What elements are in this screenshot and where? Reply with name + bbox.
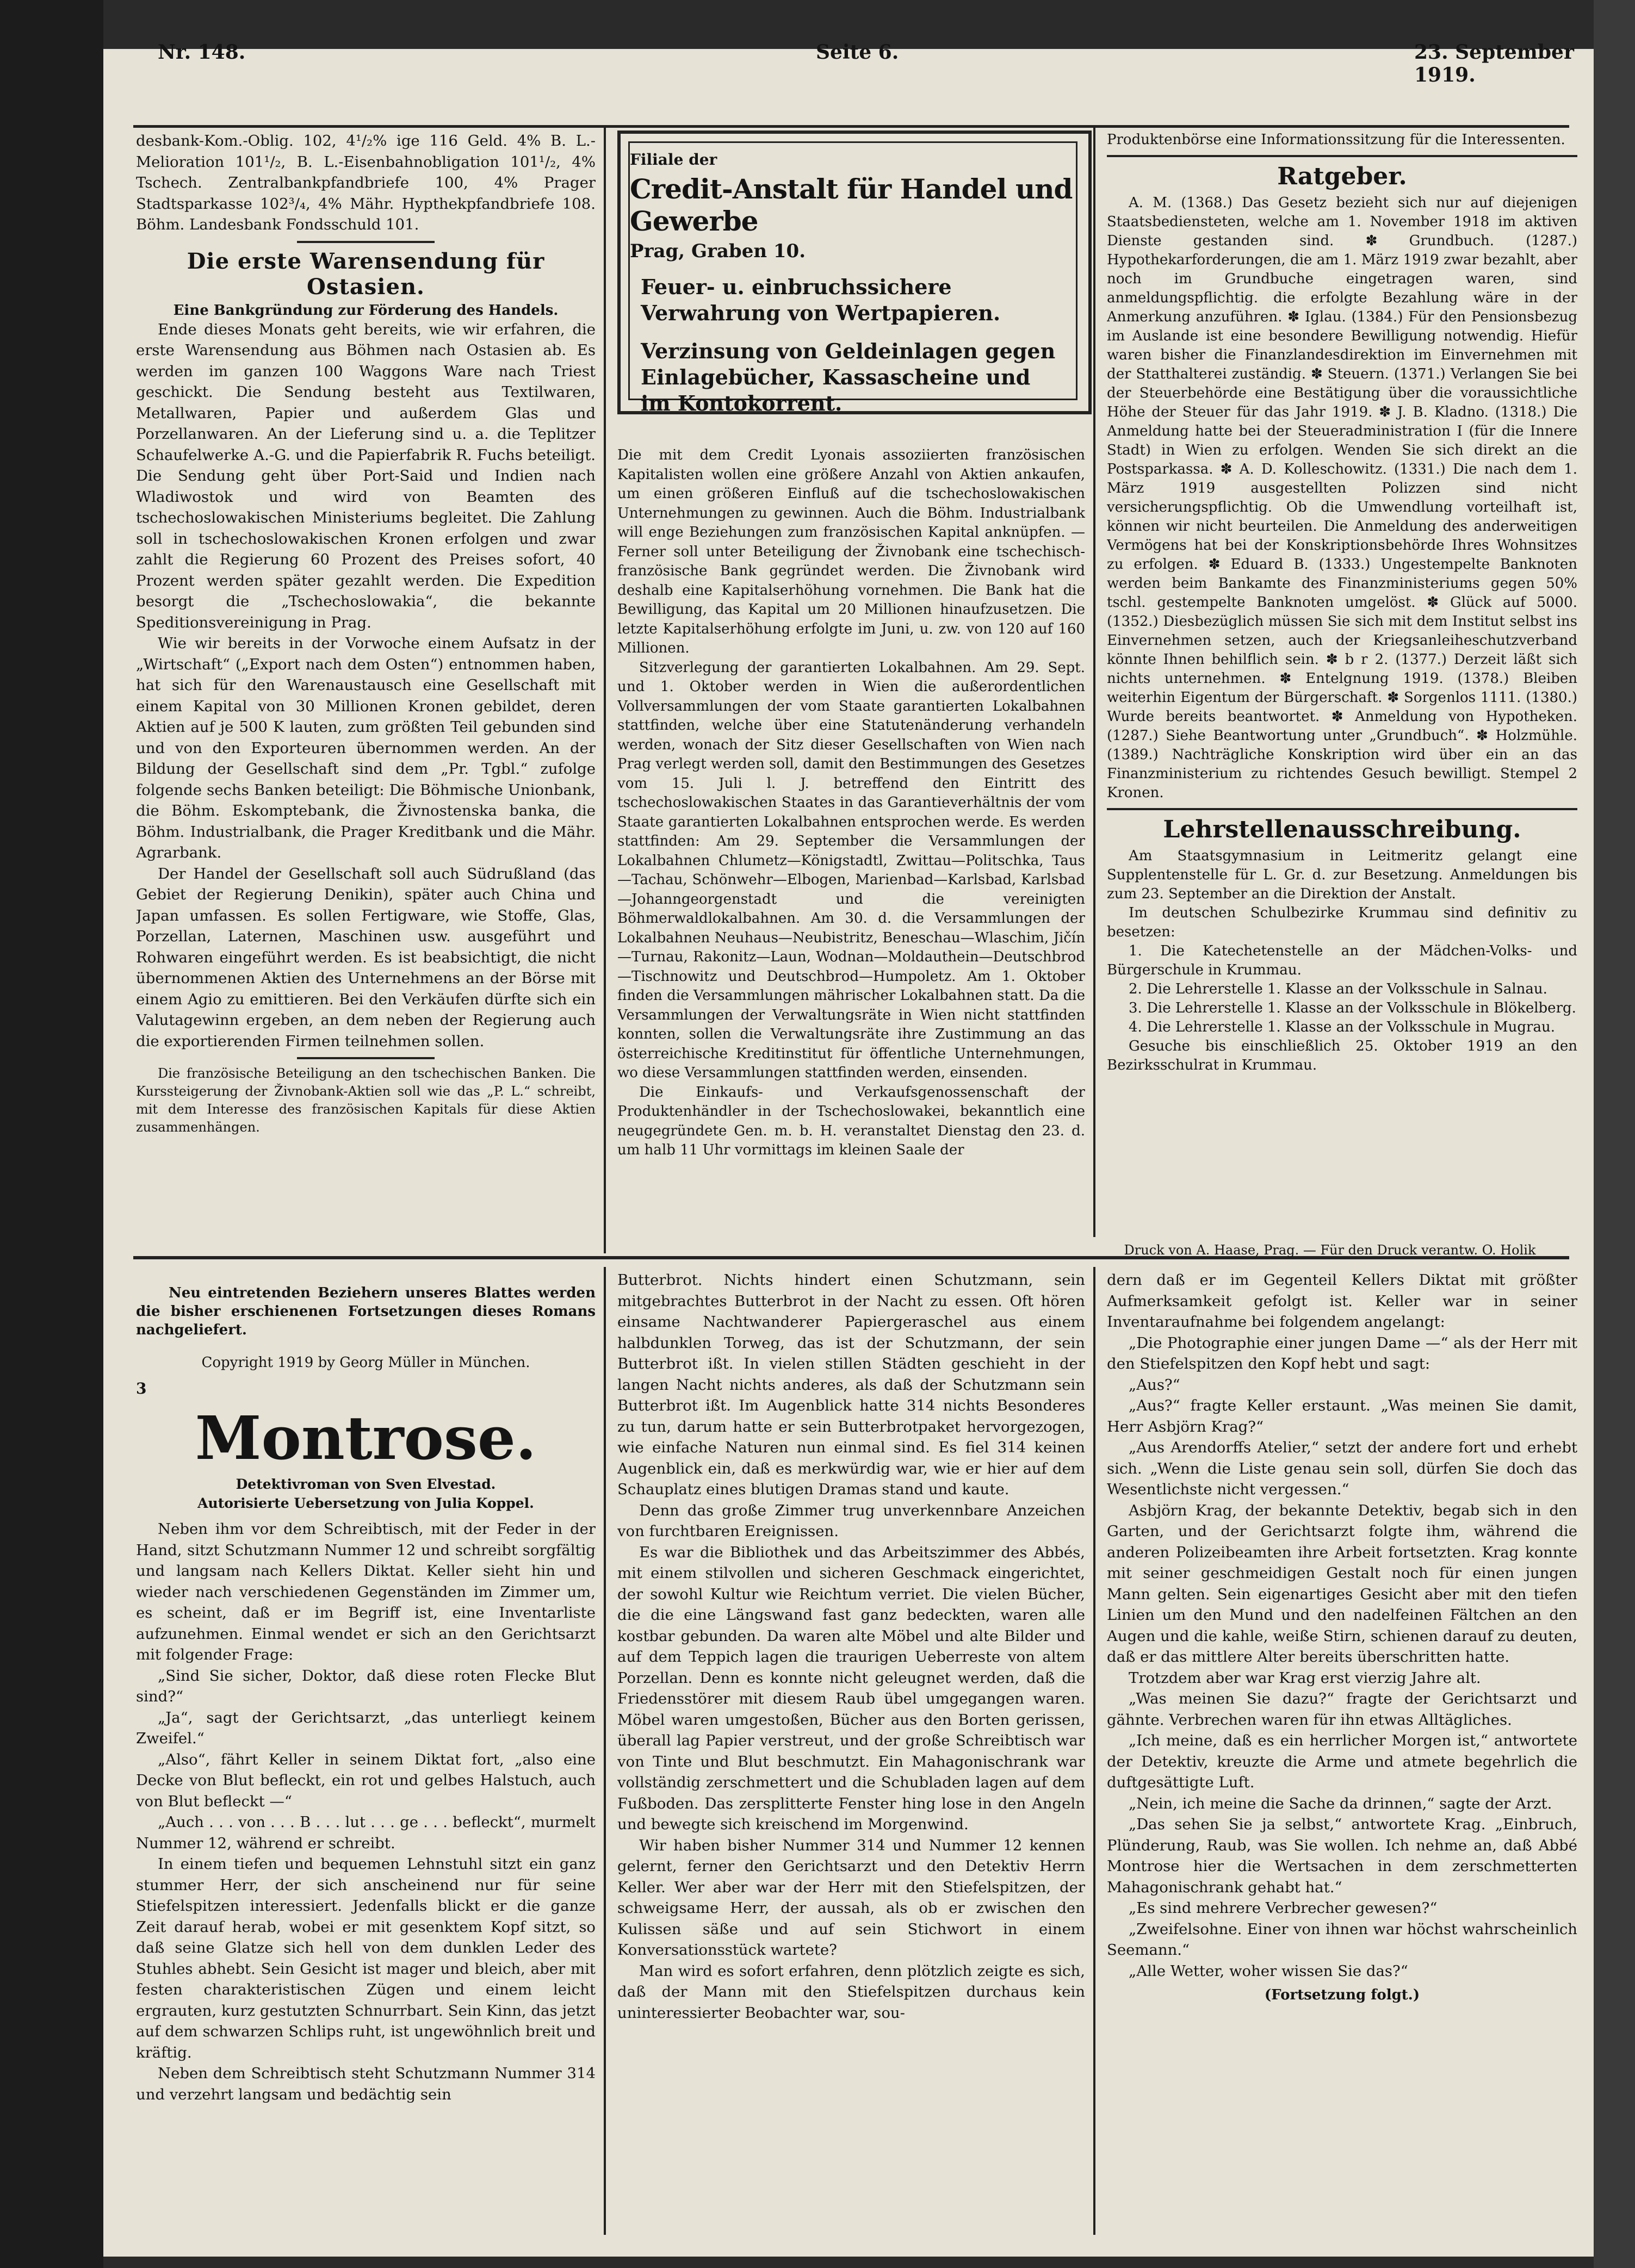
ad-branch-label: Filiale der — [630, 151, 717, 169]
novel-paragraph: „Es sind mehrere Verbrecher gewesen?“ — [1129, 1899, 1438, 1917]
novel-column-1 — [136, 1270, 596, 2238]
scan-right-margin — [1594, 0, 1635, 2268]
column-advice — [1107, 131, 1577, 1240]
ratgeber-heading: Ratgeber. — [1277, 163, 1407, 190]
novel-column-3 — [1107, 1270, 1577, 2238]
ad-address: Prag, Graben 10. — [630, 240, 806, 262]
printer-imprint: Druck von A. Haase, Prag. — Für den Druck verantw. O. Holik — [1124, 1242, 1536, 1258]
novel-paragraph: „Auch . . . von . . . B . . . lut . . . ge . . . befleckt“, murmelt Nummer 12, während er schreibt. — [136, 1813, 596, 1852]
novel-paragraph: „Zweifelsohne. Einer von ihnen war höchst wahrscheinlich Seemann.“ — [1107, 1920, 1577, 1959]
novel-paragraph: Neben ihm vor dem Schreibtisch, mit der Feder in der Hand, sitzt Schutzmann Nummer 12 und schreibt sorgfältig und langsam nach Kellers Diktat. Keller sieht hin und wieder nach verschiedenen Gegenständen im Zimmer um, es scheint, daß er im Begriff ist, eine Inventarliste aufzunehmen. Einmal wendet er sich an den Gerichtsarzt mit folgender Frage: — [136, 1520, 596, 1663]
divider — [297, 1057, 435, 1059]
novel-paragraph: dern daß er im Gegenteil Kellers Diktat mit größter Aufmerksamkeit gefolgt ist. Keller war in seiner Inventaraufnahme bei folgendem angelangt: — [1107, 1271, 1577, 1331]
novel-paragraph: Man wird es sofort erfahren, denn plötzlich zeigte es sich, daß der Mann mit den Stiefelspitzen durchaus kein uninteressierter Beobachter war, sou- — [617, 1962, 1085, 2022]
novel-paragraph: „Aus?“ — [1129, 1376, 1180, 1394]
ratgeber-text: A. M. (1368.) Das Gesetz bezieht sich nur auf diejenigen Staatsbediensteten, welche am 1. November 1918 im aktiven Dienste gestanden sind. ✽ Grundbuch. (1287.) Hypothekarforderungen, die am 1. März 1919 zwar bezahlt, aber noch im Grundbuche eingetragen waren, sind anmeldungspflichtig. die erfolgte Bezahlung wäre in der Anmerkung anzuführen. ✽ Iglau. (1384.) Für den Pensionsbezug im Auslande ist eine besondere Bewilligung notwendig. Hiefür waren bisher die Finanzlandesdirektion im Einvernehmen mit der Statthalterei zuständig. ✽ Steuern. (1371.) Verlangen Sie bei der Steuerbehörde eine Bestätigung über die voraussichtliche Höhe der Steuer für das Jahr 1919. ✽ J. B. Kladno. (1318.) Die Anmeldung hatte bei der Steueradministration I (für die Innere Stadt) in Wien zu erfolgen. Wenden Sie sich direkt an die Postsparkassa. ✽ A. D. Kolleschowitz. (1331.) Die nach dem 1. März 1919 ausgestellten Polizzen sind nicht versicherungspflichtig. Ob die Umwendlung vorteilhaft ist, können wir nicht beurteilen. Die Anmeldung des anderweitigen Vermögens hat bei der Konskriptionsbehörde Ihres Wohnsitzes zu erfolgen. ✽ Eduard B. (1333.) Ungestempelte Banknoten werden beim Bankamte des Finanzministeriums gegen 50% tschl. gestempelte Banknoten umgelöst. ✽ Glück auf 5000. (1352.) Diesbezüglich müssen Sie sich mit dem Institut selbst ins Einvernehmen setzen, auch der Kriegsanleiheschutzverband könnte Ihnen behilflich sein. ✽ b r 2. (1377.) Derzeit läßt sich nichts unternehmen. ✽ Entelgnung 1919. (1378.) Bleiben weiterhin Eigentum der Bürgerschaft. ✽ Sorgenlos 1111. (1380.) Wurde bereits beantwortet. ✽ Anmeldung von Hypotheken. (1287.) Siehe Beantwortung unter „Grundbuch“. ✽ Holzmühle. (1389.) Nachträgliche Konskription wird über ein an das Finanzministerium zu richtendes Gesuch bewilligt. Stempel 2 Kronen. — [1107, 195, 1577, 801]
article-paragraph: Ende dieses Monats geht bereits, wie wir erfahren, die erste Warensendung aus Böhmen nach Ostasien ab. Es werden im ganzen 100 Waggons Ware nach Triest geschickt. Die Sendung besteht aus Textilwaren, Metallwaren, Papier und außerdem Glas und Porzellanwaren. An der Lieferung sind u. a. die Teplitzer Schaufelwerke A.-G. und die Papierfabrik R. Fuchs beteiligt. Die Sendung geht über Port-Said und Indien nach Wladiwostok und wird von Beamten des tschechoslowakischen Ministeriums begleitet. Die Zahlung soll in tschechoslowakischen Kronen erfolgen und zwar zahlt die Regierung 60 Prozent des Preises sofort, 40 Prozent werden später gezahlt werden. Die Expedition besorgt die „Tschechoslowakia“, die bekannte Speditionsvereinigung in Prag. — [136, 320, 596, 631]
novel-paragraph: „Sind Sie sicher, Doktor, daß diese roten Flecke Blut sind?“ — [136, 1667, 596, 1705]
news-paragraph: Die Einkaufs- und Verkaufsgenossenschaft der Produktenhändler in der Tschechoslowakei, bekanntlich eine neugegründete Gen. m. b. H. veranstaltet Dienstag den 23. d. um halb 11 Uhr vormittags im kleinen Saale der — [617, 1084, 1085, 1158]
divider — [297, 241, 435, 243]
novel-paragraph: „Nein, ich meine die Sache da drinnen,“ sagte der Arzt. — [1129, 1794, 1552, 1812]
issue-date: 23. September 1919. — [1414, 41, 1574, 86]
article-paragraph: Wie wir bereits in der Vorwoche einem Aufsatz in der „Wirtschaft“ („Export nach dem Osten“) entnommen haben, hat sich für den Warenaustausch eine Gesellschaft mit einem Kapital von 30 Millionen Kronen gebildet, deren Aktien auf je 500 K lauten, zum größten Teil gebunden sind und von den Exporteuren übernommen werden. An der Bildung der Gesellschaft sind dem „Pr. Tgbl.“ zufolge folgende sechs Banken beteiligt: Die Böhmische Unionbank, die Böhm. Eskomptebank, die Živnostenska banka, die Böhm. Industrialbank, die Prager Kreditbank und die Mähr. Agrarbank. — [136, 635, 596, 861]
novel-paragraph: In einem tiefen und bequemen Lehnstuhl sitzt ein ganz stummer Herr, der sich anscheinend nur für seine Stiefelspitzen interessiert. Jedenfalls blickt er die ganze Zeit darauf herab, wobei er mit gesenktem Kopf sitzt, so daß seine Glatze sich hell von dem dunklen Leder des Stuhles abhebt. Sein Gesicht ist mager und bleich, aber mit festen charakteristischen Zügen und einem leicht ergrauten, kurz gestutzten Schnurrbart. Sein Kinn, das jetzt auf dem schwarzen Schlips ruht, ist ungewöhnlich breit und kräftig. — [136, 1855, 596, 2061]
novel-paragraph: Trotzdem aber war Krag erst vierzig Jahre alt. — [1129, 1669, 1481, 1687]
novel-translator: Autorisierte Uebersetzung von Julia Koppel. — [197, 1495, 534, 1511]
lehrstellen-item: 3. Die Lehrerstelle 1. Klasse an der Volksschule in Blökelberg. — [1129, 1000, 1576, 1016]
novel-paragraph: Asbjörn Krag, der bekannte Detektiv, begab sich in den Garten, und der Gerichtsarzt folgte ihm, während die anderen Polizeibeamten ihre Arbeit fortsetzten. Krag konnte mit seiner geschmeidigen Gestalt noch für einen jungen Mann gelten. Sein eigenartiges Gesicht aber mit den tiefen Linien um den Mund und den nadelfeinen Fältchen an den Augen und die kahle, weiße Stirn, schienen darauf zu deuten, daß er das mittlere Alter bereits überschritten hatte. — [1107, 1501, 1577, 1666]
novel-paragraph: „Das sehen Sie ja selbst,“ antwortete Krag. „Einbruch, Plünderung, Raub, was Sie wollen. Ich nehme an, daß Abbé Montrose hier die Wertsachen in dem zerschmetterten Mahagonischrank gehabt hat.“ — [1107, 1816, 1577, 1896]
novel-paragraph: „Aus Arendorffs Atelier,“ setzt der andere fort und erhebt sich. „Wenn die Liste genau sein soll, dürfen Sie doch das Wesentlichste nicht vergessen.“ — [1107, 1439, 1577, 1498]
lehrstellen-item: 2. Die Lehrerstelle 1. Klasse an der Volksschule in Salnau. — [1129, 981, 1547, 997]
column-banking — [617, 446, 1085, 1251]
subscriber-notice: Neu eintretenden Beziehern unseres Blattes werden die bisher erschienenen Fortsetzungen dieses Romans nachgeliefert. — [136, 1285, 596, 1338]
novel-byline: Detektivroman von Sven Elvestad. — [236, 1476, 496, 1492]
lehrstellen-item: 4. Die Lehrerstelle 1. Klasse an der Volksschule in Mugrau. — [1129, 1019, 1555, 1035]
exchange-rates: desbank-Kom.-Oblig. 102, 4¹/₂% ige 116 Geld. 4% B. L.-Melioration 101¹/₂, B. L.-Eisenbahnobligation 101¹/₂, 4% Tschech. Zentralbankpfandbriefe 100, 4% Prager Stadtsparkasse 102³/₄, 4% Mähr. Hypthekpfandbriefe 108. Böhm. Landesbank Fondsschuld 101. — [136, 132, 596, 233]
novel-paragraph: „Also“, fährt Keller in seinem Diktat fort, „also eine Decke von Blut befleckt, ein rot und gelbes Halstuch, auch von Blut befleckt —“ — [136, 1750, 596, 1810]
ad-bank-name: Credit-Anstalt für Handel und Gewerbe — [630, 173, 1073, 237]
scan-left-margin — [0, 0, 103, 2268]
novel-paragraph: „Die Photographie einer jungen Dame —“ als der Herr mit den Stiefelspitzen den Kopf hebt und sagt: — [1107, 1334, 1577, 1372]
installment-number: 3 — [136, 1380, 147, 1397]
news-paragraph: Die mit dem Credit Lyonais assoziierten französischen Kapitalisten wollen eine größere Anzahl von Aktien ankaufen, um einen größeren Einfluß auf die tschechoslowakischen Unternehmungen zu gewinnen. Auch die Böhm. Industrialbank will enge Beziehungen zum französischen Kapital anknüpfen. — Ferner soll unter Beteiligung der Živnobank eine tschechisch-französische Bank gegründet werden. Die Živnobank wird deshalb eine Kapitalserhöhung vornehmen. Die Bank hat die Bewilligung, das Kapital um 20 Millionen hinaufzusetzen. Die letzte Kapitalserhöhung erfolgte im Juni, u. zw. von 120 auf 160 Millionen. — [617, 447, 1085, 656]
novel-paragraph: Es war die Bibliothek und das Arbeitszimmer des Abbés, mit einem stilvollen und sicheren Geschmack eingerichtet, der sowohl Kultur wie Reichtum verriet. Die vielen Bücher, die die eine Längswand fast ganz bedeckten, waren alle kostbar gebunden. Da waren alte Möbel und alte Bilder und auf dem Teppich lagen die traurigen Ueberreste von altem Porzellan. Denn es konnte nicht geleugnet werden, daß die Friedensstörer mit diesem Raub übel umgegangen waren. Möbel waren umgestoßen, Bücher aus den Borten gerissen, überall lag Papier verstreut, und der große Schreibtisch war von Tinte und Blut beschmutzt. Ein Mahagonischrank war vollständig zerschmettert und die Schubladen lagen auf dem Fußboden. Das zersplitterte Fenster hing lose in den Angeln und bewegte sich kreischend im Morgenwind. — [617, 1543, 1085, 1833]
novel-paragraph: „Was meinen Sie dazu?“ fragte der Gerichtsarzt und gähnte. Verbrechen waren für ihn etwas Alltägliches. — [1107, 1690, 1577, 1729]
novel-paragraph: Neben dem Schreibtisch steht Schutzmann Nummer 314 und verzehrt langsam und bedächtig sein — [136, 2065, 596, 2103]
news-paragraph: Sitzverlegung der garantierten Lokalbahnen. Am 29. Sept. und 1. Oktober werden in Wien die außerordentlichen Vollversammlungen der vom Staate garantierten Lokalbahnen stattfinden, welche über eine Statutenänderung verhandeln werden, wonach der Sitz dieser Gesellschaften von Wien nach Prag verlegt werden soll, damit den Bestimmungen des Gesetzes vom 15. Juli l. J. betreffend den Eintritt des tschechoslowakischen Staates in das Garantieverhältnis der vom Staate garantierten Lokalbahnen entsprochen werde. Es werden stattfinden: Am 29. September die Versammlungen der Lokalbahnen Chlumetz—Königstadtl, Zwittau—Politschka, Taus—Tachau, Schönwehr—Elbogen, Marienbad—Karlsbad, Karlsbad—Johanngeorgenstadt und die vereinigten Böhmerwaldlokalbahnen. Am 30. d. die Versammlungen der Lokalbahnen Neuhaus—Neubistritz, Beneschau—Wlaschim, Jičín—Turnau, Rakonitz—Laun, Wodnan—Moldauthein—Deutschbrod—Tischnowitz und Deutschbrod—Humpoletz. Am 1. Oktober finden die Versammlungen mährischer Lokalbahnen statt. Da die Versammlungen der Verwaltungsräte in Wien nicht stattfinden konnten, sollen die Verwaltungsräte ihre Zustimmung an das österreichische Kreditinstitut für öffentliche Unternehmungen, wo diese Versammlungen stattfinden werden, einsenden. — [617, 659, 1085, 1081]
ad-interest: Verzinsung von Geldeinlagen gegen Einlagebücher, Kassascheine und im Kontokorrent. — [641, 339, 1056, 415]
ad-inner-frame — [628, 141, 1077, 415]
page-number: Seite 6. — [816, 41, 899, 64]
divider — [1107, 808, 1577, 810]
article-subtitle: Eine Bankgründung zur Förderung des Handels. — [173, 302, 559, 319]
divider — [1107, 155, 1577, 157]
novel-paragraph: „Ja“, sagt der Gerichtsarzt, „das unterliegt keinem Zweifel.“ — [136, 1708, 596, 1747]
lehrstellen-heading: Lehrstellenausschreibung. — [1163, 816, 1521, 843]
header-rule — [133, 125, 1569, 128]
copyright-line: Copyright 1919 by Georg Müller in München. — [201, 1354, 530, 1371]
column-rule — [1093, 1267, 1095, 2235]
article-paragraph: Der Handel der Gesellschaft soll auch Südrußland (das Gebiet der Regierung Denikin), später auch China und Japan umfassen. Es sollen Fertigware, wie Stoffe, Glas, Porzellan, Laternen, Maschinen usw. ausgeführt und Rohwaren eingeführt werden. Es ist beabsichtigt, die nicht übernommenen Aktien des Unternehmens an der Börse mit einem Agio zu emittieren. Bei den Verkäufen dürfte sich ein Valutagewinn ergeben, an dem neben der Regierung auch die exportierenden Firmen teilnehmen sollen. — [136, 865, 596, 1050]
continued-note: (Fortsetzung folgt.) — [1264, 1987, 1420, 2003]
novel-paragraph: Butterbrot. Nichts hindert einen Schutzmann, sein mitgebrachtes Butterbrot in der Nacht zu essen. Oft hören einsame Nachtwanderer Papiergeraschel aus einem halbdunklen Torweg, das ist der Schutzmann, der sein Butterbrot ißt. In vielen stillen Städten geschieht in der langen Nacht nichts anderes, als daß der Schutzmann sein Butterbrot ißt. Im Augenblick hatte 314 nichts Besonderes zu tun, darum hatte er sein Butterbrotpaket hervorgezogen, wie einfache Naturen nun einmal sind. Es fiel 314 keinen Augenblick ein, daß es merkwürdig war, wie er hier auf dem Schauplatz eines blutigen Dramas stand und kaute. — [617, 1271, 1085, 1498]
novel-column-2 — [617, 1270, 1085, 2238]
exchange-note: Produktenbörse eine Informationssitzung für die Interessenten. — [1107, 132, 1565, 148]
column-rule — [604, 1267, 606, 2235]
article-title: Die erste Warensendung für Ostasien. — [187, 248, 545, 300]
lehrstellen-deadline: Gesuche bis einschließlich 25. Oktober 1919 an den Bezirksschulrat in Krummau. — [1107, 1038, 1577, 1073]
novel-title: Montrose. — [195, 1403, 537, 1473]
novel-paragraph: „Ich meine, daß es ein herrlicher Morgen ist,“ antwortete der Detektiv, kreuzte die Arme und atmete begehrlich die duftgesättigte Luft. — [1107, 1732, 1577, 1791]
lehrstellen-item: 1. Die Katechetenstelle an der Mädchen-Volks- und Bürgerschule in Krummau. — [1107, 943, 1577, 978]
column-economy — [136, 131, 596, 1251]
issue-number: Nr. 148. — [158, 41, 246, 64]
novel-paragraph: Denn das große Zimmer trug unverkennbare Anzeichen von furchtbaren Ereignissen. — [617, 1501, 1085, 1540]
column-rule — [604, 128, 606, 1253]
lehrstellen-intro: Am Staatsgymnasium in Leitmeritz gelangt eine Supplentenstelle für L. Gr. d. zur Besetzung. Anmeldungen bis zum 23. September an die Direktion der Anstalt. — [1107, 848, 1577, 902]
novel-paragraph: „Aus?“ fragte Keller erstaunt. „Was meinen Sie damit, Herr Asbjörn Krag?“ — [1107, 1397, 1577, 1436]
lehrstellen-intro: Im deutschen Schulbezirke Krummau sind definitiv zu besetzen: — [1107, 905, 1577, 940]
ad-safekeeping: Feuer- u. einbruchssichere Verwahrung von Wertpapieren. — [641, 275, 1001, 325]
novel-paragraph: Wir haben bisher Nummer 314 und Nummer 12 kennen gelernt, ferner den Gerichtsarzt und den Detektiv Herrn Keller. Wer aber war der Herr mit den Stiefelspitzen, der schweigsame Herr, der aussah, als ob er zwischen den Kulissen säße und auf sein Stichwort in einem Konversationsstück wartete? — [617, 1836, 1085, 1959]
column-rule — [1093, 128, 1095, 1237]
novel-paragraph: „Alle Wetter, woher wissen Sie das?“ — [1129, 1962, 1408, 1980]
bank-note: Die französische Beteiligung an den tschechischen Banken. Die Kurssteigerung der Živnobank-Aktien soll wie das „P. L.“ schreibt, mit dem Interesse des französischen Kapitals für diese Aktien zusammenhängen. — [136, 1066, 596, 1135]
